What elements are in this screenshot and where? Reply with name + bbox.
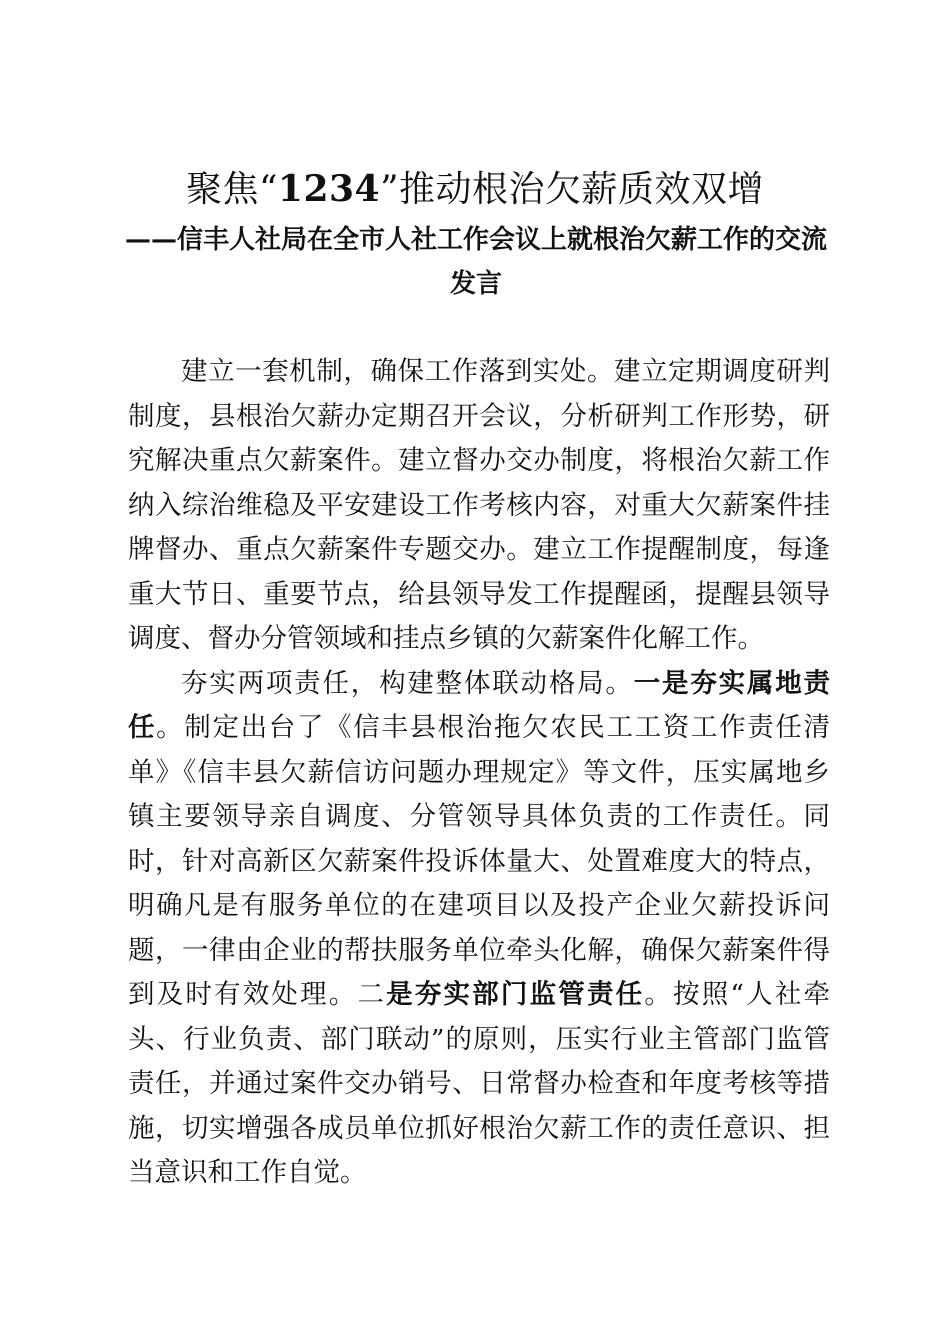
document-body: [128, 350, 830, 1196]
bold-phrase-territorial: 一是夯实属地责任: [128, 667, 831, 743]
document-subtitle: ——信丰人社局在全市人社工作会议上就根治欠薪工作的交流发言: [124, 225, 827, 299]
paragraph-text-1: 。制定出台了《信丰县根治拖欠农民工工资工作责任清单》《信丰县欠薪信访问题办理规定》等文件，压实属地乡镇主要领导亲自调度、分管领导具体负责的工作责任。同时，针对高新区欠薪案件投诉体量大、处置难度大的特点，明确凡是有服务单位的在建项目以及投产企业欠薪投诉问题，一律由企业的帮扶服务单位牵头化解，确保欠薪案件得到及时有效处理。二: [128, 712, 831, 1010]
document-title: [0, 163, 950, 216]
title-suffix: ”推动根治欠薪质效双增: [380, 169, 764, 210]
paragraph-lead: 夯实两项责任，构建整体联动格局。: [181, 667, 634, 699]
title-prefix: 聚焦“: [185, 169, 278, 210]
paragraph-responsibility: [128, 662, 830, 1196]
bold-phrase-department: 是夯实部门监管责任: [386, 979, 645, 1010]
paragraph-mechanism: 建立一套机制，确保工作落到实处。建立定期调度研判制度，县根治欠薪办定期召开会议，分析研判工作形势，研究解决重点欠薪案件。建立督办交办制度，将根治欠薪工作纳入综治维稳及平安建设工作考核内容，对重大欠薪案件挂牌督办、重点欠薪案件专题交办。建立工作提醒制度，每逢重大节日、重要节点，给县领导发工作提醒函，提醒县领导调度、督办分管领域和挂点乡镇的欠薪案件化解工作。: [128, 356, 830, 654]
title-number: 1234: [277, 168, 381, 210]
paragraph-text-2: 。按照“人社牵头、行业负责、部门联动”的原则，压实行业主管部门监管责任，并通过案件交办销号、日常督办检查和年度考核等措施，切实增强各成员单位抓好根治欠薪工作的责任意识、担当意识和工作自觉。: [128, 979, 831, 1188]
